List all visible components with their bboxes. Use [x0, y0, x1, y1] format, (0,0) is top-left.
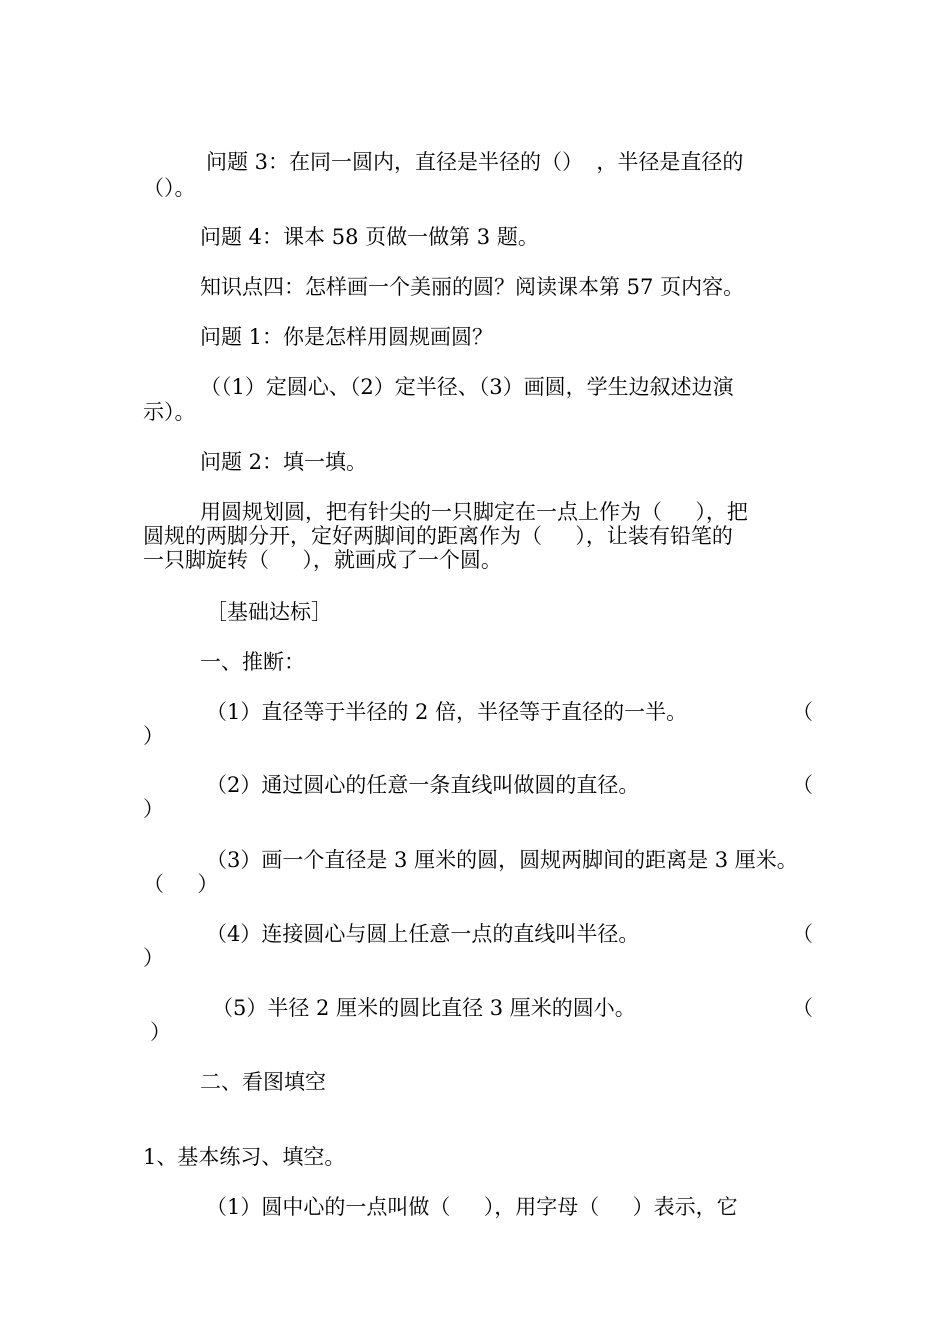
judge-item-1-open: （ [792, 700, 813, 724]
section-heading-basic: ［基础达标］ [206, 600, 332, 624]
text-line-fill-3: 一只脚旋转（ ），就画成了一个圆。 [143, 548, 502, 572]
practice-item-1: （1）圆中心的一点叫做（ ），用字母（ ）表示，它 [206, 1195, 738, 1219]
judge-item-4-open: （ [792, 922, 813, 946]
judge-item-5: （5）半径 2 厘米的圆比直径 3 厘米的圆小。 [212, 996, 636, 1020]
text-line-steps: （（1）定圆心、（2）定半径、（3）画圆，学生边叙述边演 [200, 375, 734, 399]
judge-item-5-open: （ [792, 996, 813, 1020]
text-line-fill-1: 用圆规划圆，把有针尖的一只脚定在一点上作为（ ），把 [200, 500, 748, 524]
text-line-q3-cont: （）。 [143, 176, 196, 200]
text-line-knowledge-4: 知识点四：怎样画一个美丽的圆？阅读课本第 57 页内容。 [200, 275, 745, 299]
judge-item-1-close: ） [143, 724, 164, 748]
judge-item-1: （1）直径等于半径的 2 倍，半径等于直径的一半。 [206, 700, 688, 724]
judge-item-4: （4）连接圆心与圆上任意一点的直线叫半径。 [206, 922, 640, 946]
judge-item-3-answer: （ ） [143, 872, 219, 896]
text-line-steps-cont: 示）。 [143, 400, 196, 424]
judge-item-5-close: ） [150, 1020, 171, 1044]
section-heading-judge: 一、推断： [200, 650, 305, 674]
text-line-q1: 问题 1：你是怎样用圆规画圆？ [200, 325, 494, 349]
text-line-q2: 问题 2：填一填。 [200, 450, 368, 474]
section-heading-picture: 二、看图填空 [200, 1070, 326, 1094]
section-heading-practice: 1、基本练习、填空。 [143, 1145, 346, 1169]
text-line-q4: 问题 4：课本 58 页做一做第 3 题。 [200, 225, 539, 249]
text-line-q3: 问题 3：在同一圆内，直径是半径的（） ，半径是直径的 [206, 150, 744, 174]
text-line-fill-2: 圆规的两脚分开，定好两脚间的距离作为（ ），让装有铅笔的 [143, 524, 733, 548]
judge-item-2-close: ） [143, 797, 164, 821]
judge-item-2: （2）通过圆心的任意一条直线叫做圆的直径。 [206, 773, 640, 797]
judge-item-4-close: ） [143, 946, 164, 970]
judge-item-3: （3）画一个直径是 3 厘米的圆，圆规两脚间的距离是 3 厘米。 [206, 848, 798, 872]
judge-item-2-open: （ [792, 773, 813, 797]
